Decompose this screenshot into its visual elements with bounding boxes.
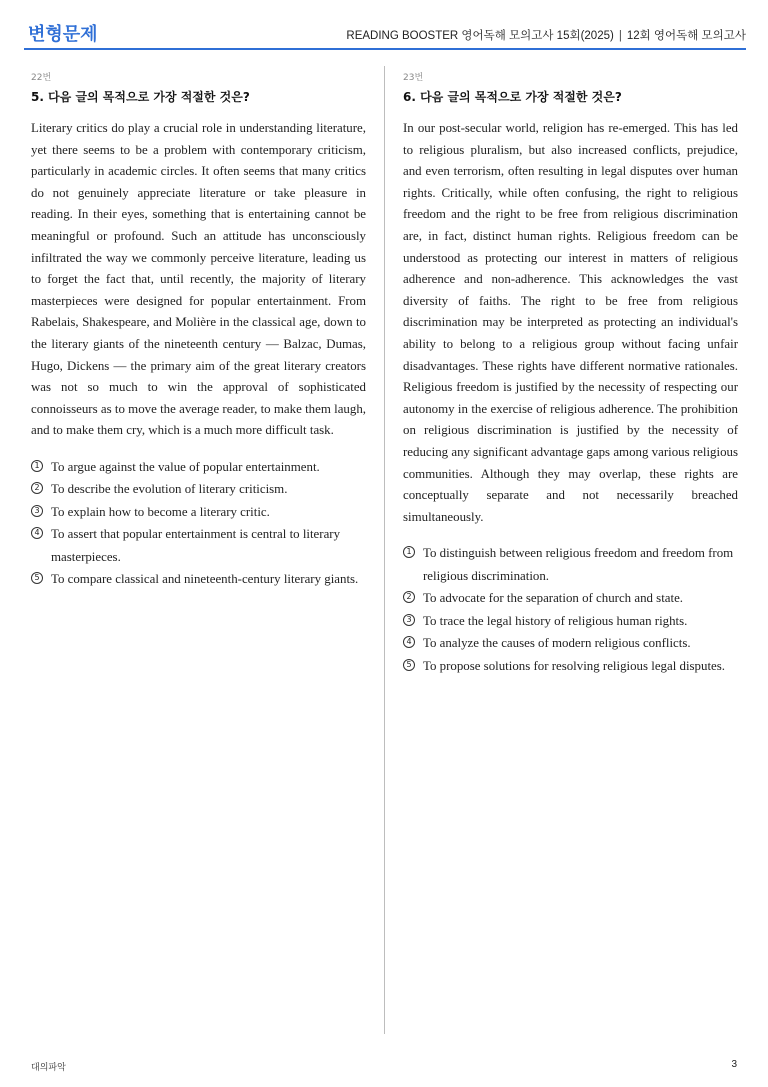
column-divider [384,66,385,1034]
choice-text: To assert that popular entertainment is central to literary masterpieces. [51,527,341,564]
question-column-right [403,70,738,677]
question-passage: In our post-secular world, religion has re-emerged. This has led to religious pluralism, but also increased conflicts, prejudice, and even terrorism, often resulting in legal disputes over human rights. Critically, while often confusing, the right to religious freedom and the right to be free from religious discrimination are, in fact, distinct human rights. Religious freedom can be understood as protecting our interest in matters of religious adherence and non-adherence. This acknowledges the vast diversity of faiths. The right to be free from religious discrimination may be interpreted as protecting an individual's ability to belong to a religious group without facing unfair disadvantages. These rights have different normative rationales. Religious freedom is justified by the necessity of respecting our autonomy in the exercise of religious adherence. The prohibition on religious discrimination is justified by the necessity of reducing any significant advantage gaps among various religious communities. Although they may overlap, these rights are conceptually separate and not necessarily breached simultaneously. [403,121,738,524]
header-info [346,27,746,43]
choice-number: 5 [31,572,43,584]
brand-title: 변형문제 [28,24,98,45]
choice-text: To explain how to become a literary critic. [51,504,270,519]
choice-number: 3 [403,614,415,626]
choice-number: 2 [31,482,43,494]
choice-number: 5 [403,659,415,671]
choice-text: To argue against the value of popular entertainment. [51,459,320,474]
choice-number: 1 [31,460,43,472]
page-number: 3 [731,1059,737,1070]
choice-text: To propose solutions for resolving religious legal disputes. [423,658,725,673]
choice-text: To trace the legal history of religious human rights. [423,613,688,628]
choice-number: 3 [31,505,43,517]
choice-number: 4 [403,636,415,648]
answer-choice[interactable] [403,587,738,610]
choice-text: To analyze the causes of modern religious conflicts. [423,636,691,651]
footer-category: 대의파악 [31,1063,66,1073]
question-number-label: 23번 [403,73,424,83]
answer-choice[interactable] [31,568,366,591]
answer-choice[interactable] [31,456,366,479]
choice-number: 1 [403,546,415,558]
answer-choice[interactable] [403,542,738,587]
answer-choice[interactable] [31,478,366,501]
header-separator: | [618,30,622,42]
question-column-left [31,70,366,591]
series-title: READING BOOSTER 영어독해 모의고사 15회(2025) [346,30,614,42]
choice-text: To distinguish between religious freedom and freedom from religious discrimination. [423,546,734,583]
answer-choice[interactable] [403,655,738,678]
answer-choice[interactable] [403,610,738,633]
answer-choice[interactable] [31,501,366,524]
choice-text: To describe the evolution of literary criticism. [51,482,288,497]
choice-number: 4 [31,527,43,539]
test-title: 12회 영어독해 모의고사 [626,30,746,42]
answer-choices [31,456,366,591]
answer-choice[interactable] [31,523,366,568]
question-title: 6. 다음 글의 목적으로 가장 적절한 것은? [403,90,622,104]
page-header [24,18,746,50]
question-number-label: 22번 [31,73,52,83]
question-passage: Literary critics do play a crucial role in understanding literature, yet there seems to be a problem with contemporary criticism, particularly in academic circles. It often seems that many critics do not genuinely appreciate literature or take pleasure in reading. In their eyes, something that is entertaining cannot be meaningful or profound. Such an attitude has unconsciously infiltrated the way we commonly perceive literature, leading us to forget the fact that, until recently, the majority of literary masterpieces were designed for popular entertainment. From Rabelais, Shakespeare, and Molière in the classical age, down to the literary giants of the nineteenth century — Balzac, Dumas, Hugo, Dickens — the primary aim of the great literary creators was not so much to win the approval of sophisticated connoisseurs as to move the average reader, to make them laugh, and to make them cry, which is a much more difficult task. [31,121,366,438]
choice-text: To compare classical and nineteenth-century literary giants. [51,572,359,587]
question-title: 5. 다음 글의 목적으로 가장 적절한 것은? [31,90,250,104]
choice-text: To advocate for the separation of church and state. [423,591,684,606]
answer-choice[interactable] [403,632,738,655]
choice-number: 2 [403,591,415,603]
answer-choices [403,542,738,677]
